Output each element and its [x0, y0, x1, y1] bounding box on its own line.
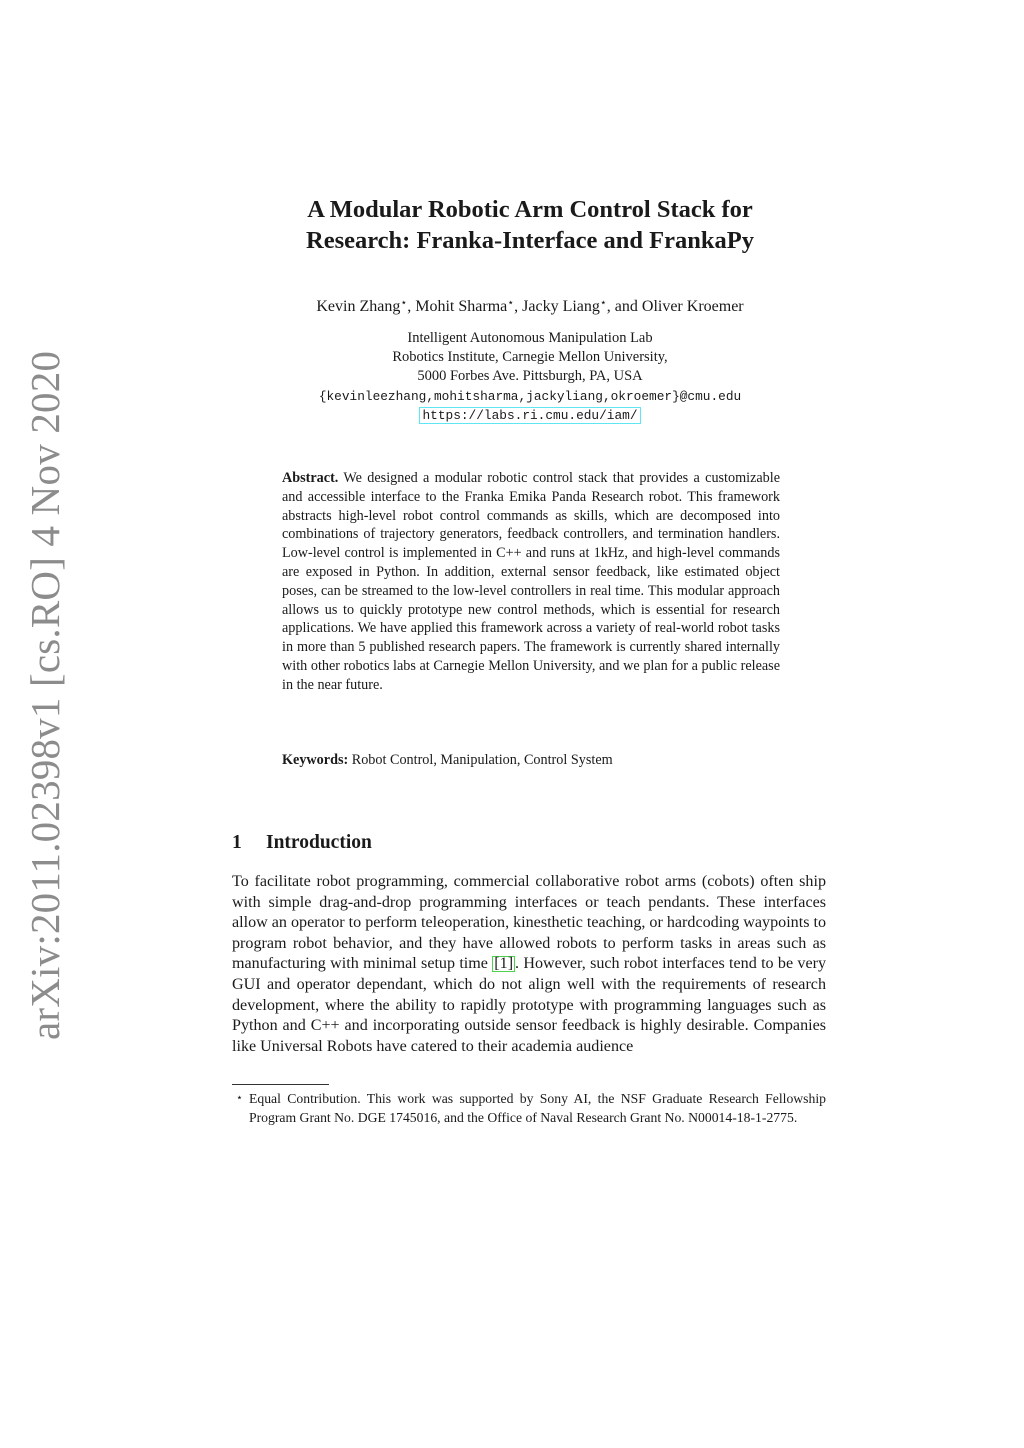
- affiliation-block: [180, 329, 880, 425]
- paper-title: [180, 194, 880, 256]
- abstract-label: Abstract.: [282, 470, 339, 486]
- abstract-text: We designed a modular robotic control stack that provides a customizable and accessible interface to the Franka Emika Panda Research robot. This framework abstracts high-level robot control commands as skills, which are decomposed into combinations of trajectory generators, feedback controllers, and termination handlers. Low-level control is implemented in C++ and runs at 1kHz, and high-level commands are exposed in Python. In addition, external sensor feedback, like estimated object poses, can be streamed to the low-level controllers in real time. This modular approach allows us to quickly prototype new control methods, which is essential for research applications. We have applied this framework across a variety of real-world robot tasks in more than 5 published research papers. The framework is currently shared internally with other robotics labs at Carnegie Mellon University, and we plan for a public release in the near future.: [282, 470, 780, 693]
- footnote-mark: ⋆: [236, 1092, 243, 1104]
- equal-contribution-mark: ⋆: [507, 297, 515, 309]
- body-text-part-1: To facilitate robot programming, commercial collaborative robot arms (cobots) often ship with simple drag-and-drop programming interfaces or teach pendants. These interfaces allow an operator to perform teleoperation, kinesthetic teaching, or hardcoding waypoints to program robot behavior, and they have allowed robots to perform tasks in areas such as manufacturing with minimal setup time: [232, 873, 826, 973]
- equal-contribution-mark: ⋆: [400, 297, 408, 309]
- postal-address: 5000 Forbes Ave. Pittsburgh, PA, USA: [417, 368, 643, 385]
- citation-number: 1: [499, 955, 508, 973]
- introduction-paragraph: [232, 872, 826, 1057]
- body-text-part-2: . However, such robot interfaces tend to be very GUI and operator dependant, which do not align well with the requirements of research development, where the ability to rapidly prototype with programming languages such as Python and C++ and incorporating outside sensor feedback is highly desirable. Companies like Universal Robots have catered to their academia audience: [232, 955, 827, 1055]
- author-name: and Oliver Kroemer: [614, 298, 744, 315]
- author-name: Mohit Sharma: [415, 298, 508, 315]
- section-heading-introduction: [232, 830, 372, 856]
- footnote-text: Equal Contribution. This work was supported by Sony AI, the NSF Graduate Research Fellowship Program Grant No. DGE 1745016, and the Office of Naval Research Grant No. N00014-18-1-2775.: [249, 1091, 826, 1125]
- keywords-line: [282, 751, 780, 770]
- author-list: Kevin Zhang⋆, Mohit Sharma⋆, Jacky Liang⋆, and Oliver Kroemer: [316, 297, 744, 315]
- author-emails: {kevinleezhang,mohitsharma,jackyliang,okroemer}@cmu.edu: [318, 388, 742, 404]
- paper-title-line-1: A Modular Robotic Arm Control Stack for: [307, 196, 753, 223]
- lab-url-link[interactable]: https://labs.ri.cmu.edu/iam/: [419, 407, 640, 424]
- institute-name: Robotics Institute, Carnegie Mellon University,: [392, 349, 668, 366]
- citation-link[interactable]: [1]: [494, 955, 514, 973]
- abstract-paragraph: [282, 469, 780, 695]
- section-title: Introduction: [266, 832, 372, 853]
- equal-contribution-mark: ⋆: [599, 297, 607, 309]
- section-number: 1: [232, 832, 242, 853]
- keywords-label: Keywords:: [282, 752, 349, 768]
- footnote-divider: [232, 1084, 329, 1085]
- author-name: Kevin Zhang: [316, 298, 401, 315]
- paper-title-line-2: Research: Franka-Interface and FrankaPy: [306, 227, 754, 254]
- arxiv-identifier-stamp: arXiv:2011.02398v1 [cs.RO] 4 Nov 2020: [22, 350, 68, 1040]
- keywords-text: Robot Control, Manipulation, Control System: [351, 752, 613, 768]
- lab-name: Intelligent Autonomous Manipulation Lab: [407, 330, 653, 346]
- author-name: Jacky Liang: [522, 298, 600, 315]
- footnote: [232, 1089, 826, 1127]
